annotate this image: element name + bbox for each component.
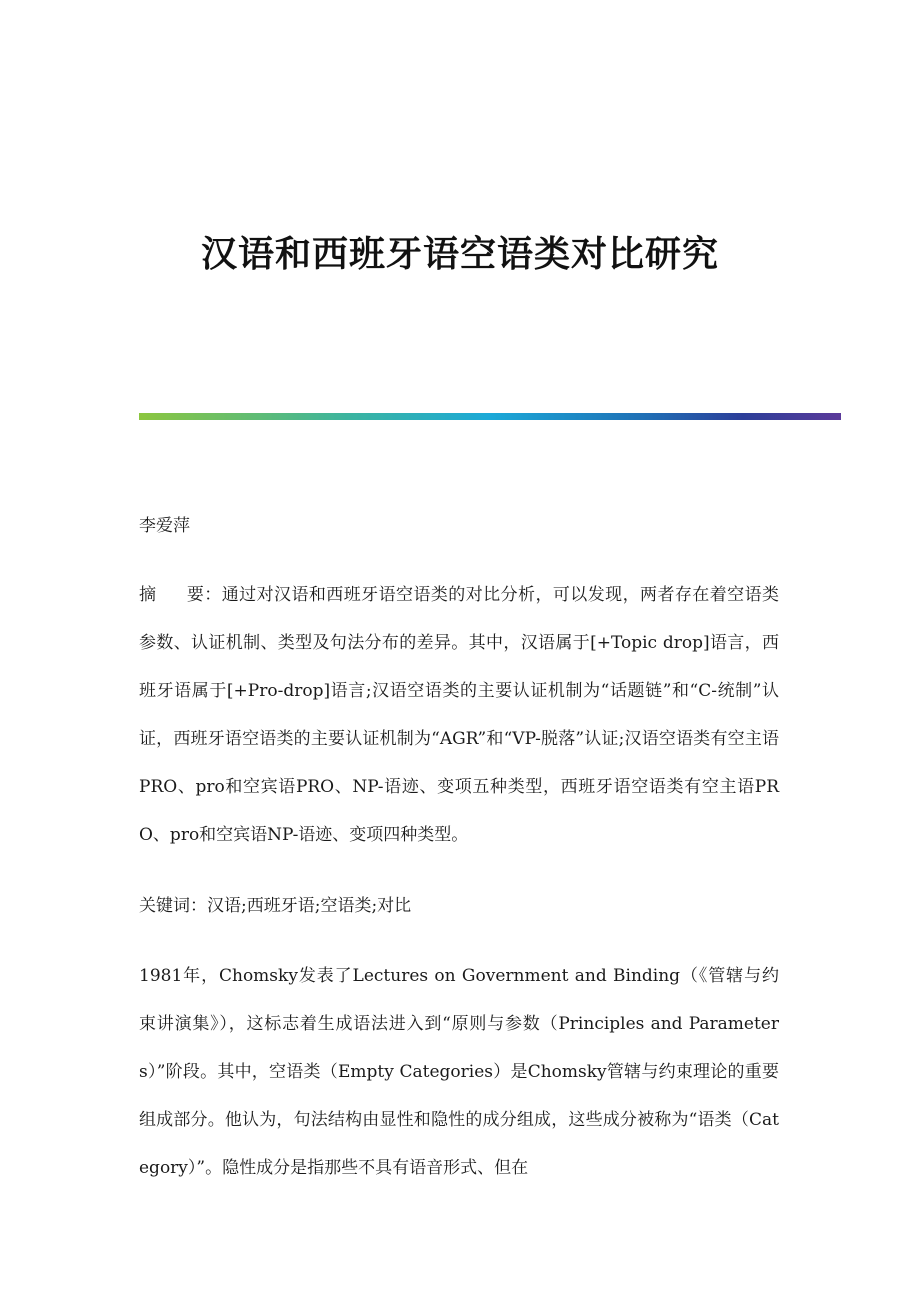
keywords-text: 汉语;西班牙语;空语类;对比 [207, 896, 412, 916]
abstract-label-second: 要： [186, 585, 222, 605]
author-name: 李爱萍 [139, 516, 190, 536]
abstract-text: 通过对汉语和西班牙语空语类的对比分析，可以发现，两者存在着空语类参数、认证机制、类型及句法分布的差异。其中，汉语属于[+Topic drop]语言，西班牙语属于[+Pro-drop]语言;汉语空语类的主要认证机制为“话题链”和“C-统制”认证，西班牙语空语类的主要认证机制为“AGR”和“VP-脱落”认证;汉语空语类有空主语PRO、pro和空宾语PRO、NP-语迹、变项五种类型，西班牙语空语类有空主语PRO、pro和空宾语NP-语迹、变项四种类型。 [139, 585, 780, 845]
keywords-label: 关键词： [139, 896, 207, 916]
intro-paragraph: 1981年，Chomsky发表了Lectures on Government and Binding（《管辖与约束讲演集》），这标志着生成语法进入到“原则与参数（Principles and Parameters）”阶段。其中，空语类（Empty Categories）是Chomsky管辖与约束理论的重要组成部分。他认为，句法结构由显性和隐性的成分组成，这些成分被称为“语类（Category）”。隐性成分是指那些不具有语音形式、但在 [139, 966, 779, 1178]
abstract-paragraph [139, 571, 779, 859]
page-title: 汉语和西班牙语空语类对比研究 [200, 233, 719, 275]
keywords-line [139, 882, 779, 930]
abstract-label-first: 摘 [139, 585, 157, 605]
title-divider [139, 413, 841, 420]
